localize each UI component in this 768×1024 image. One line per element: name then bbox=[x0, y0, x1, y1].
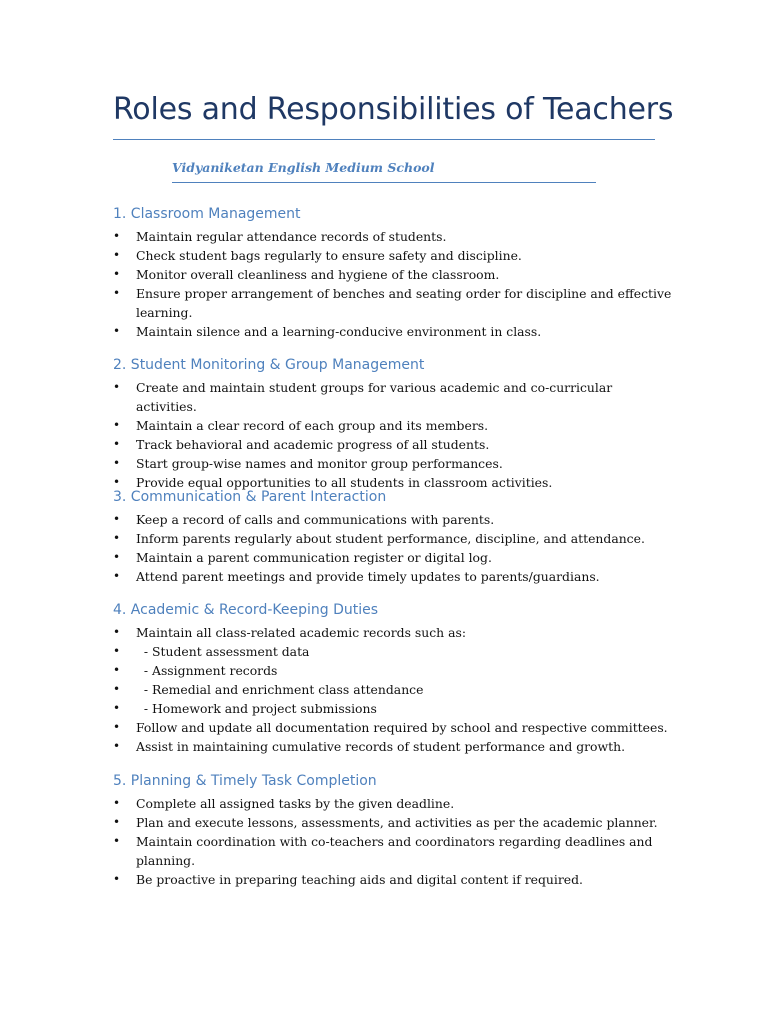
bullet-icon: • bbox=[113, 380, 121, 394]
school-name-underline bbox=[172, 182, 596, 183]
list-item: • - Homework and project submissions bbox=[113, 701, 377, 716]
list-item: • Assist in maintaining cumulative records of student performance and growth. bbox=[113, 739, 626, 754]
list-item: • Ensure proper arrangement of benches and seating order for discipline and effective learning. bbox=[113, 286, 672, 320]
list-item: • - Student assessment data bbox=[113, 644, 310, 659]
list-item: • Follow and update all documentation required by school and respective committees. bbox=[113, 720, 668, 735]
bullet-list bbox=[113, 227, 673, 341]
list-item: • Create and maintain student groups for various academic and co-curricular activities. bbox=[113, 380, 613, 414]
bullet-icon: • bbox=[113, 834, 121, 848]
list-item: • Maintain silence and a learning-conducive environment in class. bbox=[113, 324, 542, 339]
bullet-icon: • bbox=[113, 569, 121, 583]
list-item: • Complete all assigned tasks by the given deadline. bbox=[113, 796, 455, 811]
bullet-icon: • bbox=[113, 644, 121, 658]
bullet-list bbox=[113, 794, 673, 889]
bullet-icon: • bbox=[113, 248, 121, 262]
bullet-list bbox=[113, 510, 673, 586]
list-item: • Attend parent meetings and provide timely updates to parents/guardians. bbox=[113, 569, 600, 584]
list-item: • Maintain coordination with co-teachers and coordinators regarding deadlines and planning. bbox=[113, 834, 653, 868]
school-name: Vidyaniketan English Medium School bbox=[172, 160, 435, 175]
list-item: • Maintain a clear record of each group and its members. bbox=[113, 418, 489, 433]
bullet-icon: • bbox=[113, 267, 121, 281]
bullet-icon: • bbox=[113, 475, 121, 489]
title-underline bbox=[113, 139, 655, 140]
bullet-icon: • bbox=[113, 739, 121, 753]
list-item: • Plan and execute lessons, assessments, and activities as per the academic planner. bbox=[113, 815, 658, 830]
list-item: • Check student bags regularly to ensure safety and discipline. bbox=[113, 248, 522, 263]
bullet-icon: • bbox=[113, 229, 121, 243]
bullet-icon: • bbox=[113, 437, 121, 451]
list-item: • Track behavioral and academic progress of all students. bbox=[113, 437, 490, 452]
bullet-icon: • bbox=[113, 418, 121, 432]
bullet-icon: • bbox=[113, 550, 121, 564]
bullet-list bbox=[113, 623, 673, 756]
list-item: • Start group-wise names and monitor group performances. bbox=[113, 456, 503, 471]
section-planning bbox=[113, 772, 673, 889]
list-item: • Keep a record of calls and communications with parents. bbox=[113, 512, 495, 527]
list-item: • Maintain all class-related academic records such as: bbox=[113, 625, 466, 640]
list-item: • - Assignment records bbox=[113, 663, 278, 678]
section-heading: 3. Communication & Parent Interaction bbox=[113, 489, 387, 505]
bullet-icon: • bbox=[113, 815, 121, 829]
list-item: • - Remedial and enrichment class attendance bbox=[113, 682, 424, 697]
list-item: • Provide equal opportunities to all students in classroom activities. bbox=[113, 475, 553, 490]
bullet-icon: • bbox=[113, 512, 121, 526]
bullet-icon: • bbox=[113, 531, 121, 545]
section-heading: 1. Classroom Management bbox=[113, 206, 301, 222]
bullet-list bbox=[113, 378, 673, 492]
page-title: Roles and Responsibilities of Teachers bbox=[113, 92, 674, 127]
bullet-icon: • bbox=[113, 324, 121, 338]
list-item: • Monitor overall cleanliness and hygiene of the classroom. bbox=[113, 267, 500, 282]
bullet-icon: • bbox=[113, 682, 121, 696]
section-student-monitoring bbox=[113, 356, 673, 492]
bullet-icon: • bbox=[113, 663, 121, 677]
section-academic-records bbox=[113, 601, 673, 756]
section-communication bbox=[113, 488, 673, 586]
bullet-icon: • bbox=[113, 625, 121, 639]
list-item: • Be proactive in preparing teaching aids and digital content if required. bbox=[113, 872, 583, 887]
bullet-icon: • bbox=[113, 720, 121, 734]
list-item: • Inform parents regularly about student performance, discipline, and attendance. bbox=[113, 531, 645, 546]
bullet-icon: • bbox=[113, 701, 121, 715]
list-item: • Maintain regular attendance records of students. bbox=[113, 229, 447, 244]
bullet-icon: • bbox=[113, 872, 121, 886]
section-heading: 2. Student Monitoring & Group Management bbox=[113, 357, 425, 373]
section-heading: 4. Academic & Record-Keeping Duties bbox=[113, 602, 379, 618]
bullet-icon: • bbox=[113, 796, 121, 810]
section-classroom-management bbox=[113, 205, 673, 341]
bullet-icon: • bbox=[113, 286, 121, 300]
bullet-icon: • bbox=[113, 456, 121, 470]
list-item: • Maintain a parent communication register or digital log. bbox=[113, 550, 492, 565]
section-heading: 5. Planning & Timely Task Completion bbox=[113, 773, 377, 789]
